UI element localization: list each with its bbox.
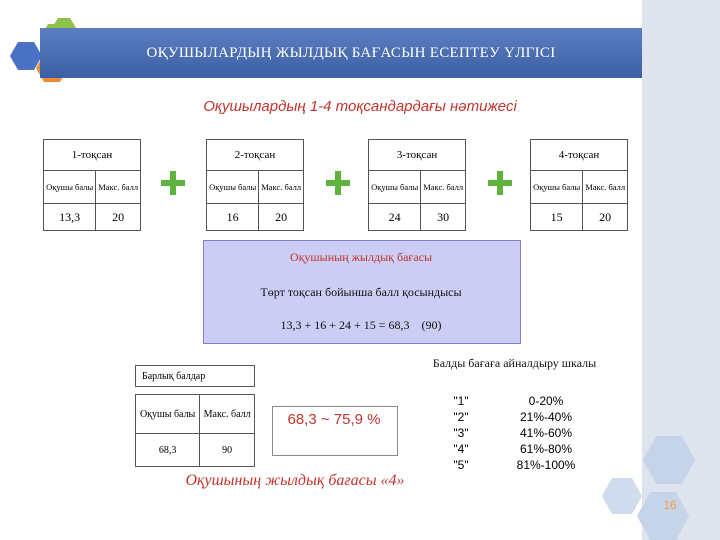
page-title: ОҚУШЫЛАРДЫҢ ЖЫЛДЫҚ БАҒАСЫН ЕСЕПТЕУ ҮЛГІСІ	[146, 45, 556, 61]
conversion-row	[427, 457, 597, 473]
annual-heading: Оқушының жылдық бағасы	[289, 250, 433, 264]
range-cell: 81%-100%	[516, 458, 576, 472]
conversion-row	[427, 441, 597, 457]
max-value: 30	[421, 204, 466, 231]
range-cell: 0-20%	[528, 394, 564, 408]
score-label: Оқушы балы	[136, 395, 200, 434]
score-label: Оқушы балы	[44, 171, 96, 204]
score-label: Оқушы балы	[369, 171, 421, 204]
results-subtitle: Оқушылардың 1-4 тоқсандардағы нәтижесі	[203, 98, 517, 115]
quarter-table-4	[530, 139, 628, 231]
hexagon-blue	[10, 42, 42, 70]
max-label: Макс. балл	[259, 171, 304, 204]
quarter-name: 1-тоқсан	[44, 140, 141, 171]
score-label: Оқушы балы	[531, 171, 583, 204]
grade-cell: "4"	[453, 442, 469, 456]
range-cell: 21%-40%	[519, 410, 573, 424]
plus-icon	[325, 170, 351, 196]
quarter-name: 3-тоқсан	[369, 140, 466, 171]
quarter-name: 2-тоқсан	[207, 140, 304, 171]
range-cell: 41%-60%	[519, 426, 573, 440]
conversion-row	[427, 393, 597, 409]
score-value: 68,3	[136, 434, 200, 467]
quarter-name: 4-тоқсан	[531, 140, 628, 171]
max-value: 20	[259, 204, 304, 231]
quarter-table-3	[368, 139, 466, 231]
score-value: 13,3	[44, 204, 96, 231]
page-number: 16	[663, 498, 677, 512]
grade-cell: "5"	[453, 458, 469, 472]
grade-cell: "2"	[453, 410, 469, 424]
score-value: 15	[531, 204, 583, 231]
score-value: 16	[207, 204, 259, 231]
grade-cell: "3"	[453, 426, 469, 440]
hexagon-light-blue-small	[602, 478, 642, 514]
plus-icon	[487, 170, 513, 196]
range-cell: 61%-80%	[519, 442, 573, 456]
total-table	[135, 394, 255, 467]
max-value: 90	[200, 434, 255, 467]
plus-icon	[160, 170, 186, 196]
hexagon-decoration	[592, 400, 720, 540]
max-label: Макс. балл	[421, 171, 466, 204]
hexagon-light-blue	[643, 436, 695, 484]
score-value: 24	[369, 204, 421, 231]
quarter-table-2	[206, 139, 304, 231]
max-label: Макс. балл	[583, 171, 628, 204]
grade-cell: "1"	[453, 394, 469, 408]
max-value: 20	[583, 204, 628, 231]
conversion-title: Балды бағаға айналдыру шкалы	[432, 356, 597, 370]
max-value: 20	[96, 204, 141, 231]
total-title: Барлық балдар	[135, 365, 255, 387]
sum-description: Төрт тоқсан бойынша балл қосындысы	[260, 285, 462, 299]
percent-range: 68,3 ~ 75,9 %	[287, 411, 381, 428]
max-label: Макс. балл	[200, 395, 255, 434]
conversion-row	[427, 409, 597, 425]
final-grade: Оқушының жылдық бағасы «4»	[185, 472, 405, 489]
score-label: Оқушы балы	[207, 171, 259, 204]
max-label: Макс. балл	[96, 171, 141, 204]
conversion-row	[427, 425, 597, 441]
conversion-table	[427, 393, 597, 473]
quarter-table-1	[43, 139, 141, 231]
sum-formula: 13,3 + 16 + 24 + 15 = 68,3 (90)	[280, 318, 442, 332]
